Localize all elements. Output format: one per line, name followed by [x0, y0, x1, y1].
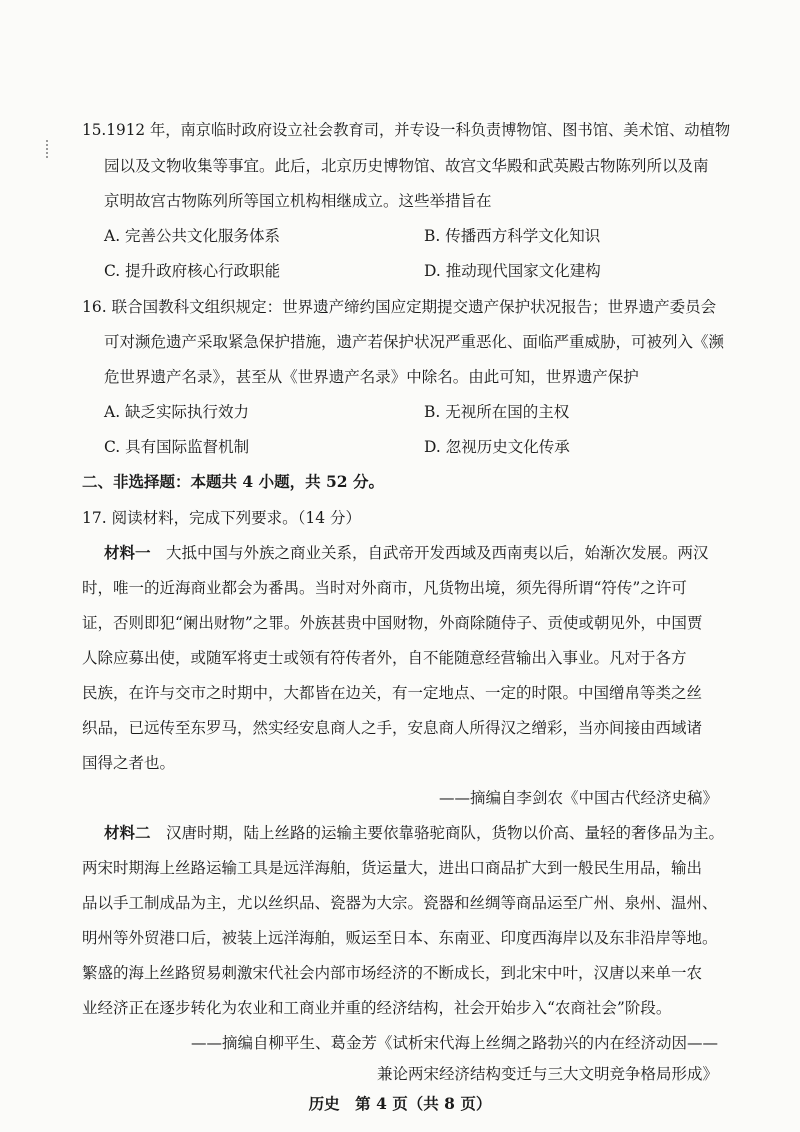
q16-stem-line-2: 可对濒危遗产采取紧急保护措施，遗产若保护状况严重恶化、面临严重威胁，可被列入《濒 [104, 333, 725, 351]
q16-option-c: C. 具有国际监督机制 [104, 438, 250, 456]
material-2-line-4: 明州等外贸港口后，被装上远洋海舶，贩运至日本、东南亚、印度西海岸以及东非沿岸等地。 [82, 929, 718, 947]
q16-option-a: A. 缺乏实际执行效力 [104, 403, 250, 421]
q15-option-d: D. 推动现代国家文化建构 [424, 262, 601, 280]
material-2-text-1: 汉唐时期，陆上丝路的运输主要依靠骆驼商队，货物以价高、量轻的奢侈品为主。 [166, 824, 725, 842]
material-1-tag: 材料一 [104, 543, 151, 562]
material-1-line-7: 国得之者也。 [82, 754, 176, 772]
margin-mark [46, 140, 50, 158]
q16-option-d: D. 忽视历史文化传承 [424, 438, 570, 456]
material-1-source: ——摘编自李剑农《中国古代经济史稿》 [438, 789, 718, 807]
q15-option-b: B. 传播西方科学文化知识 [424, 227, 601, 245]
material-2-line-5: 繁盛的海上丝路贸易刺激宋代社会内部市场经济的不断成长，到北宋中叶，汉唐以来单一农 [82, 964, 703, 982]
q17-stem: 17. 阅读材料，完成下列要求。（14 分） [82, 509, 361, 527]
material-1-line-4: 人除应募出使，或随军将吏士或领有符传者外，自不能随意经营输出入事业。凡对于各方 [82, 649, 687, 667]
q15-option-a: A. 完善公共文化服务体系 [104, 227, 281, 245]
material-1-line-2: 时，唯一的近海商业都会为番禺。当时对外商市，凡货物出境，须先得所谓“符传”之许可 [82, 579, 687, 597]
q15-stem-line-3: 京明故宫古物陈列所等国立机构相继成立。这些举措旨在 [104, 192, 492, 210]
material-2-source-line-1: ——摘编自柳平生、葛金芳《试析宋代海上丝绸之路勃兴的内在经济动因—— [190, 1034, 718, 1052]
q15-stem-line-2: 园以及文物收集等事宜。此后，北京历史博物馆、故宫文华殿和武英殿古物陈列所以及南 [104, 157, 709, 175]
material-2-line-3: 品以手工制成品为主，尤以丝织品、瓷器为大宗。瓷器和丝绸等商品运至广州、泉州、温州、 [82, 894, 718, 912]
page-footer: 历史 第 4 页（共 8 页） [308, 1094, 492, 1113]
material-1-line-6: 织品，已远传至东罗马，然实经安息商人之手，安息商人所得汉之缯彩，当亦间接由西域诸 [82, 719, 703, 737]
material-1-text-1: 大抵中国与外族之商业关系，自武帝开发西域及西南夷以后，始渐次发展。两汉 [166, 544, 709, 562]
material-2-tag: 材料二 [104, 823, 151, 842]
material-1-line-5: 民族，在许与交市之时期中，大都皆在边关，有一定地点、一定的时限。中国缯帛等类之丝 [82, 684, 703, 702]
material-1-line-1 [104, 543, 709, 563]
material-1-line-3: 证，否则即犯“阑出财物”之罪。外族甚贵中国财物，外商除随侍子、贡使或朝见外，中国贾 [82, 614, 703, 632]
material-2-line-6: 业经济正在逐步转化为农业和工商业并重的经济结构，社会开始步入“农商社会”阶段。 [82, 999, 672, 1017]
q16-stem-line-1: 16. 联合国教科文组织规定：世界遗产缔约国应定期提交遗产保护状况报告；世界遗产委员会 [82, 298, 717, 316]
q15-stem-line-1: 15.1912 年，南京临时政府设立社会教育司，并专设一科负责博物馆、图书馆、美术馆、动植物 [82, 121, 731, 139]
q16-option-b: B. 无视所在国的主权 [424, 403, 570, 421]
q15-option-c: C. 提升政府核心行政职能 [104, 262, 281, 280]
section-heading: 二、非选择题：本题共 4 小题，共 52 分。 [82, 472, 384, 491]
material-2-line-2: 两宋时期海上丝路运输工具是远洋海舶，货运量大，进出口商品扩大到一般民生用品，输出 [82, 859, 703, 877]
material-2-line-1 [104, 823, 724, 843]
q16-stem-line-3: 危世界遗产名录》，甚至从《世界遗产名录》中除名。由此可知，世界遗产保护 [104, 368, 639, 386]
material-2-source-line-2: 兼论两宋经济结构变迁与三大文明竞争格局形成》 [376, 1065, 718, 1083]
